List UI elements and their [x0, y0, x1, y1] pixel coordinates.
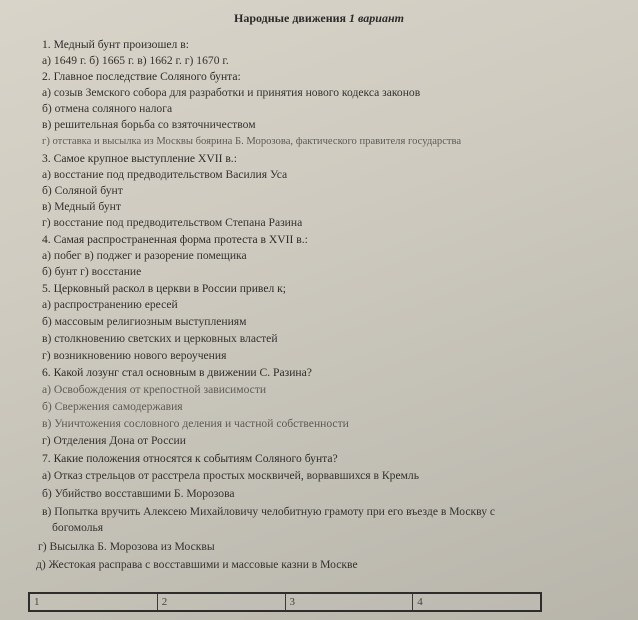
question-6-option-d: г) Отделения Дона от России — [42, 434, 186, 447]
question-7-option-d: г) Высылка Б. Морозова из Москвы — [38, 540, 215, 553]
question-3: 3. Самое крупное выступление XVII в.: — [42, 152, 237, 165]
question-6-option-a: а) Освобождения от крепостной зависимости — [42, 383, 267, 396]
question-7: 7. Какие положения относятся к событиям Соляного бунта? — [42, 452, 338, 465]
question-7-option-e: д) Жестокая расправа с восставшими и массовые казни в Москве — [36, 558, 358, 571]
title-main: Народные движения — [234, 11, 347, 25]
question-5-option-a: а) распространению ересей — [42, 298, 178, 311]
question-5: 5. Церковный раскол в церкви в России привел к; — [42, 282, 287, 295]
question-2: 2. Главное последствие Соляного бунта: — [42, 70, 241, 83]
answer-cell-1[interactable]: 1 — [30, 594, 158, 610]
question-2-option-a: а) созыв Земского собора для разработки и принятия нового кодекса законов — [42, 86, 421, 99]
question-1-options: а) 1649 г. б) 1665 г. в) 1662 г. г) 1670 г. — [42, 54, 229, 67]
question-4: 4. Самая распространенная форма протеста в XVII в.: — [42, 233, 308, 246]
question-2-option-b: б) отмена соляного налога — [42, 102, 173, 115]
question-3-option-d: г) восстание под предводительством Степана Разина — [42, 216, 303, 229]
question-7-option-c-continued: богомолья — [52, 521, 104, 534]
question-3-option-b: б) Соляной бунт — [42, 184, 123, 197]
answer-table — [28, 592, 542, 612]
question-7-option-a: а) Отказ стрельцов от расстрела простых москвичей, ворвавшихся в Кремль — [42, 469, 419, 482]
question-3-option-c: в) Медный бунт — [42, 200, 121, 213]
title-variant: 1 вариант — [349, 11, 404, 25]
question-7-option-b: б) Убийство восставшими Б. Морозова — [42, 487, 235, 500]
question-5-option-d: г) возникновению нового вероучения — [42, 349, 227, 362]
question-2-option-d: г) отставка и высылка из Москвы боярина Б. Морозова, фактического правителя государства — [42, 136, 462, 147]
answer-cell-3[interactable]: 3 — [286, 594, 414, 610]
question-6: 6. Какой лозунг стал основным в движении С. Разина? — [42, 366, 312, 379]
answer-cell-2[interactable]: 2 — [158, 594, 286, 610]
question-2-option-c: в) решительная борьба со взяточничеством — [42, 118, 256, 131]
worksheet-title — [0, 11, 638, 26]
question-4-options-ac: а) побег в) поджег и разорение помещика — [42, 249, 247, 262]
question-7-option-c: в) Попытка вручить Алексею Михайловичу челобитную грамоту при его въезде в Москву с — [42, 505, 496, 518]
question-3-option-a: а) восстание под предводительством Василия Уса — [42, 168, 288, 181]
answer-cell-4[interactable]: 4 — [417, 596, 423, 608]
question-5-option-b: б) массовым религиозным выступлениям — [42, 315, 247, 328]
question-1: 1. Медный бунт произошел в: — [42, 38, 189, 51]
question-5-option-c: в) столкновению светских и церковных властей — [42, 332, 278, 345]
question-6-option-b: б) Свержения самодержавия — [42, 400, 183, 413]
question-4-options-bd: б) бунт г) восстание — [42, 265, 142, 278]
question-6-option-c: в) Уничтожения сословного деления и частной собственности — [42, 417, 349, 430]
